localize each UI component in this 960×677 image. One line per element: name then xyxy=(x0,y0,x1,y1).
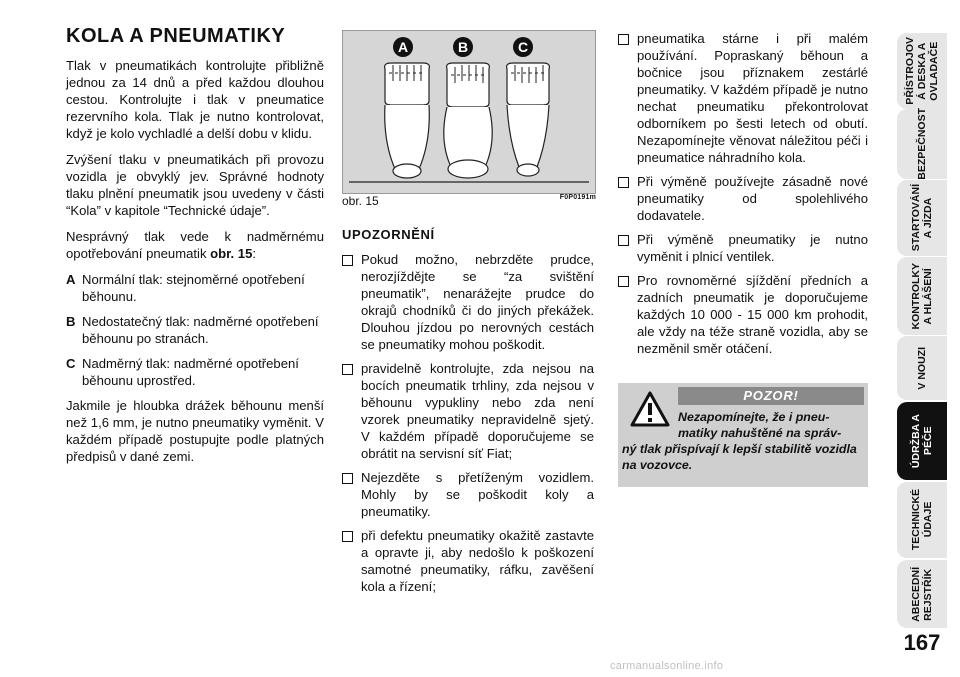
bullet-item xyxy=(342,251,594,353)
checkbox-bullet-icon xyxy=(618,276,629,287)
column-right xyxy=(618,30,868,364)
paragraph: Tlak v pneumatikách kontrolujte přibližně jednou za 14 dnů a před každou dlouhou cestou. Kontrolujte i tlak v pneumatice rezervního kola. Tlak je nutno kontrolovat, když je kolo vychladlé a delší dobu v klidu. xyxy=(66,58,324,141)
tire-illustration xyxy=(343,31,595,193)
tab-label: KONTROLKY A HLÁŠENÍ xyxy=(910,262,934,330)
bullet-item xyxy=(342,360,594,462)
figure-label-b xyxy=(453,37,473,57)
tab-abecedni-rejstrik[interactable] xyxy=(897,560,947,628)
figure-caption xyxy=(342,194,596,208)
tab-technicke-udaje[interactable] xyxy=(897,482,947,558)
tire-b-illustration xyxy=(444,63,492,178)
bullet-item xyxy=(618,173,868,224)
labeled-item xyxy=(66,271,324,305)
bullet-item xyxy=(342,527,594,595)
figure-code: F0P0191m xyxy=(559,194,596,201)
bullet-text: Při výměně používejte zásadně nové pneumatiky od spolehlivého dodavatele. xyxy=(637,174,868,223)
figure-reference: obr. 15 xyxy=(210,246,253,261)
column-middle xyxy=(342,226,594,602)
warning-line: ný tlak přispívají k lepší stabilitě vozidla na vozovce. xyxy=(622,442,857,472)
tab-v-nouzi[interactable] xyxy=(897,336,947,400)
paragraph: Jakmile je hloubka drážek běhounu menší než 1,6 mm, je nutno pneumatiky vyměnit. V každém případě postupujte podle platných předpisů v dané zemi. xyxy=(66,398,324,464)
bullet-text: při defektu pneumatiky okažitě zastavte a opravte ji, aby nedošlo k poškození samotné pneumatiky, ráfku, zavěšení kola a řízení; xyxy=(361,528,594,594)
item-letter: C xyxy=(66,356,76,371)
watermark-footer: carmanualsonline.info xyxy=(610,660,724,672)
checkbox-bullet-icon xyxy=(618,235,629,246)
bullet-item xyxy=(342,469,594,520)
paragraph: Zvýšení tlaku v pneumatikách při provozu vozidla je obvyklý jev. Správné hodnoty tlaku plnění pneumatik jsou uvedeny v části “Kola” v kapitole “Technické údaje”. xyxy=(66,152,324,218)
bullet-item xyxy=(618,231,868,265)
paragraph xyxy=(66,228,324,262)
tab-label: ÚDRŽBA A PÉČE xyxy=(910,413,934,469)
tab-label: PŘÍSTROJOV Á DESKA A OVLADAČE xyxy=(904,37,940,105)
bullet-item xyxy=(618,30,868,166)
checkbox-bullet-icon xyxy=(618,34,629,45)
paragraph-text: : xyxy=(252,246,256,261)
tire-wear-figure xyxy=(342,30,596,194)
bullet-text: pravidelně kontrolujte, zda nejsou na bocích pneumatik trhliny, zda nejsou v běhounu vypukliny nebo zda není vzorek pneumatiky nepravidelně sjetý. V každém případě doporučujeme se obrátit na servisní síť Fiat; xyxy=(361,361,594,461)
page-title: KOLA A PNEUMATIKY xyxy=(66,25,286,47)
tab-startovani[interactable] xyxy=(897,180,947,256)
figure-caption-text: obr. 15 xyxy=(342,194,379,208)
warning-line: Nezapomínejte, že i pneu- xyxy=(678,410,830,424)
bullet-item xyxy=(618,272,868,357)
section-heading: UPOZORNĚNÍ xyxy=(342,227,435,242)
tab-label: STARTOVÁNÍ A JÍZDA xyxy=(910,184,934,252)
svg-text:B: B xyxy=(457,39,469,55)
bullet-text: Nejezděte s přetíženým vozidlem. Mohly by se poškodit koly a pneumatiky. xyxy=(361,470,594,519)
warning-box xyxy=(618,383,868,487)
checkbox-bullet-icon xyxy=(342,364,353,375)
figure-label-c xyxy=(513,37,533,57)
checkbox-bullet-icon xyxy=(342,255,353,266)
bullet-text: Pokud možno, nebrzděte prudce, nerozjíždějte se “za svištění pneumatik”, nenarážejte prudce do okrajů chodníků či do jiných překážek. Dlouhou jízdou po nerovných cestách se pneumatiky mohou poškodit. xyxy=(361,252,594,352)
item-letter: A xyxy=(66,272,76,287)
item-text: Nedostatečný tlak: nadměrné opotřebení běhounu po stranách. xyxy=(82,314,319,346)
tab-bezpecnost[interactable] xyxy=(897,109,947,179)
checkbox-bullet-icon xyxy=(342,531,353,542)
paragraph-text: Nesprávný tlak vede k nadměrnému opotřebování pneumatik xyxy=(66,229,324,261)
page-number: 167 xyxy=(903,630,941,655)
tab-label: TECHNICKÉ ÚDAJE xyxy=(910,489,934,551)
labeled-item xyxy=(66,313,324,347)
figure-label-a xyxy=(393,37,413,57)
item-letter: B xyxy=(66,314,76,329)
labeled-item xyxy=(66,355,324,389)
tab-udrzba-active[interactable] xyxy=(897,402,947,480)
tab-pristrojova-deska[interactable] xyxy=(897,33,947,109)
item-text: Nadměrný tlak: nadměrné opotřebení běhounu uprostřed. xyxy=(82,356,299,388)
item-text: Normální tlak: stejnoměrné opotřebení běhounu. xyxy=(82,272,305,304)
bullet-text: pneumatika stárne i při malém používání. Popraskaný běhoun a bočnice jsou příznakem zestárlé pneumatiky. V každém případě je nutno nechat pneumatiku překontrolovat odborníkem po šesti letech od obutí. Nezapomínejte věnovat náležitou péči i pneumatice náhradního kola. xyxy=(637,31,868,165)
tab-label: V NOUZI xyxy=(916,346,928,390)
svg-text:C: C xyxy=(517,39,529,55)
tab-label: ABECEDNÍ REJSTŘÍK xyxy=(910,566,934,622)
tab-kontrolky[interactable] xyxy=(897,257,947,335)
bullet-text: Při výměně pneumatiky je nutno vyměnit i plnicí ventilek. xyxy=(637,232,868,264)
checkbox-bullet-icon xyxy=(342,473,353,484)
warning-header: POZOR! xyxy=(678,387,864,405)
tab-label: BEZPEČNOST xyxy=(916,108,928,180)
column-left xyxy=(66,25,324,474)
tire-a-illustration xyxy=(385,63,430,178)
svg-text:A: A xyxy=(397,39,409,55)
warning-text xyxy=(618,409,862,473)
checkbox-bullet-icon xyxy=(618,177,629,188)
warning-line: matiky nahuštěné na správ- xyxy=(678,426,842,440)
bullet-text: Pro rovnoměrné sjíždění předních a zadních pneumatik je doporučujeme každých 10 000 - 15 000 km prohodit, ale vždy na téže straně vozidla, aby se nezměnil směr otáčení. xyxy=(637,273,868,356)
